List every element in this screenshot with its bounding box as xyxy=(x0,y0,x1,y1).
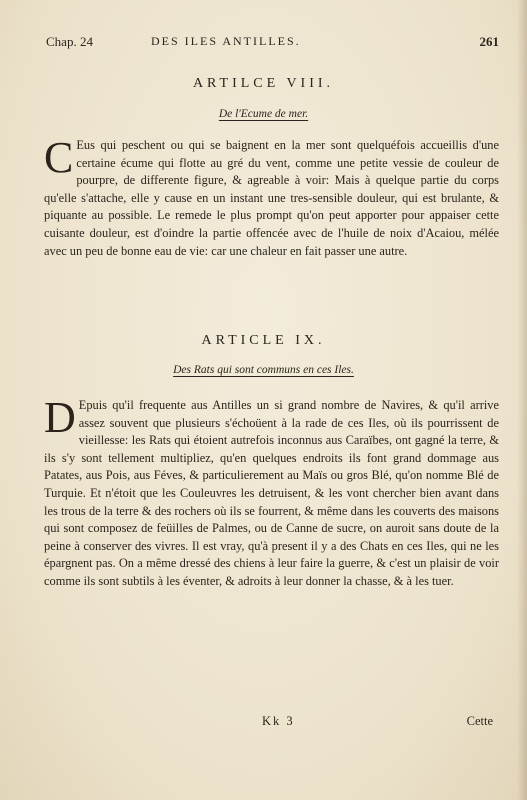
chapter-label: Chap. 24 xyxy=(46,34,93,49)
article-9-text: Epuis qu'il frequente aus Antilles un si grand nombre de Navires, & qu'il arrive assez souvent que plusieurs s'échoüent à la rade de ces Iles, où ils pourrissent de vieillesse: les Rats qui étoient autrefois inconnus aus Caraïbes, ont gagné la terre, & ils s'y sont tellement multipliez, qu'en quelques endroits ils font grand dommage aus Patates, aus Pois, aus Féves, & particulierement au Maïs ou gros Blé, qu'on nomme Blé de Turquie. Et n'étoit que les Couleuvres les detruisent, & les vont chercher bien avant dans les trous de la terre & des rochers où ils se fourrent, & même dans les couverts des maisons qui sont composez de feüilles de Palmes, ou de Canne de sucre, on auroit sans doute de la peine à conserver des vivres. Il est vray, qu'à present il y a des Chats en ces Iles, qui ne les épargnent pas. On a même dressé des chiens à leur faire la guerre, & c'est un plaisir de voir comme ils sont subtils à les éventer, & adroits à leur donner la chasse, & à les tuer. xyxy=(44,398,499,588)
article-9-subtitle: Des Rats qui sont communs en ces Iles. xyxy=(173,364,354,376)
page-number: 261 xyxy=(479,34,499,49)
page-edge-shadow xyxy=(517,0,527,800)
running-header xyxy=(46,34,499,52)
running-title: DES ILES ANTILLES. xyxy=(151,34,301,48)
article-8-title: ARTILCE VIII. xyxy=(192,76,335,91)
catchword: Cette xyxy=(466,714,493,728)
article-9-drop-cap: D xyxy=(44,393,76,442)
article-8-subtitle: De l'Ecume de mer. xyxy=(218,108,309,120)
signature-mark: Kk 3 xyxy=(262,714,295,728)
article-8-text: Eus qui peschent ou qui se baignent en la mer sont quelquéfois accueillis d'une certaine écume qui flotte au gré du vent, comme une petite vessie de couleur de pourpre, de differente figure, & agreable à voir: Mais à quelque partie du corps qu'elle s'attache, elle y cause en un instant une tres-sensible douleur, qui est brulante, & piquante au possible. Le remede le plus prompt qu'on peut apporter pour appaiser cette cuisante douleur, est d'oindre la partie offencée avec de l'huile de noix d'Acaiou, mélée avec un peu de bonne eau de vie: car une chaleur en fait passer une autre. xyxy=(44,138,499,258)
article-8-drop-cap: C xyxy=(44,133,74,182)
article-9-paragraph xyxy=(44,393,499,591)
article-8-paragraph xyxy=(44,133,499,260)
article-9-title: ARTICLE IX. xyxy=(201,333,326,348)
page-footer xyxy=(0,714,527,732)
